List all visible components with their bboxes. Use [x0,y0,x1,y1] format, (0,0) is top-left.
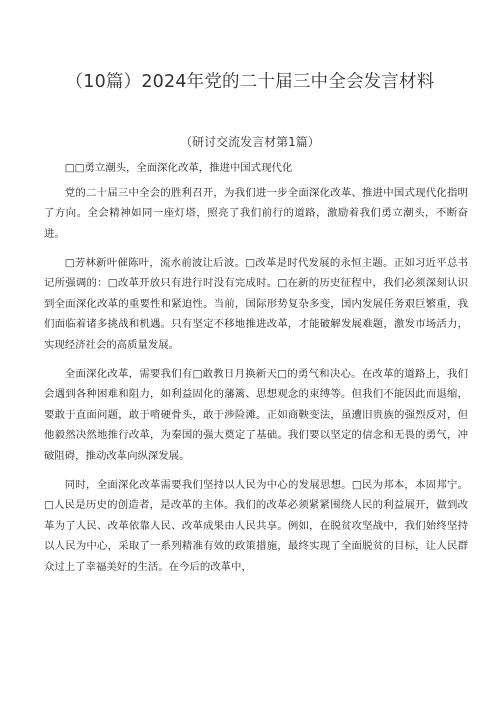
paragraph: 同时，全面深化改革需要我们坚持以人民为中心的发展思想。□民为邦本，本固邦宁。□人民是历史的创造者，是改革的主体。我们的改革必须紧紧围绕人民的利益展开，做到改革为了人民、改革依靠人民、改革成果由人民共享。例如，在脱贫攻坚战中，我们始终坚持以人民为中心，采取了一系列精准有效的政策措施，最终实现了全面脱贫的目标，让人民群众过上了幸福美好的生活。在今后的改革中， [44,478,468,573]
paragraph: □芳林新叶催陈叶，流水前波让后波。□改革是时代发展的永恒主题。正如习近平总书记所强调的：□改革开放只有进行时没有完成时。□在新的历史征程中，我们必须深刻认识到全面深化改革的重要性和紧迫性。当前，国际形势复杂多变，国内发展任务艰巨繁重，我们面临着诸多挑战和机遇。只有坚定不移地推进改革，才能破解发展难题，激发市场活力，实现经济社会的高质量发展。 [44,256,468,351]
paragraph: 党的二十届三中全会的胜利召开，为我们进一步全面深化改革、推进中国式现代化指明了方向。全会精神如同一座灯塔，照亮了我们前行的道路，激励着我们勇立潮头，不断奋进。 [44,186,468,240]
paragraph-heading: □□勇立潮头，全面深化改革，推进中国式现代化 [64,162,293,174]
document-body [44,158,468,586]
section-title: （研讨交流发言材第1篇） [180,135,320,149]
paragraph: 全面深化改革，需要我们有□敢教日月换新天□的勇气和决心。在改革的道路上，我们会遇到各种困难和阻力，如利益固化的藩篱、思想观念的束缚等。但我们不能因此而退缩，要敢于直面问题，敢于啃硬骨头，敢于涉险滩。正如商鞅变法，虽遭旧贵族的强烈反对，但他毅然决然地推行改革，为秦国的强大奠定了基础。我们要以坚定的信念和无畏的勇气，冲破阻碍，推动改革向纵深发展。 [44,367,468,462]
document-title: （10篇）2024年党的二十届三中全会发言材料 [65,72,435,92]
